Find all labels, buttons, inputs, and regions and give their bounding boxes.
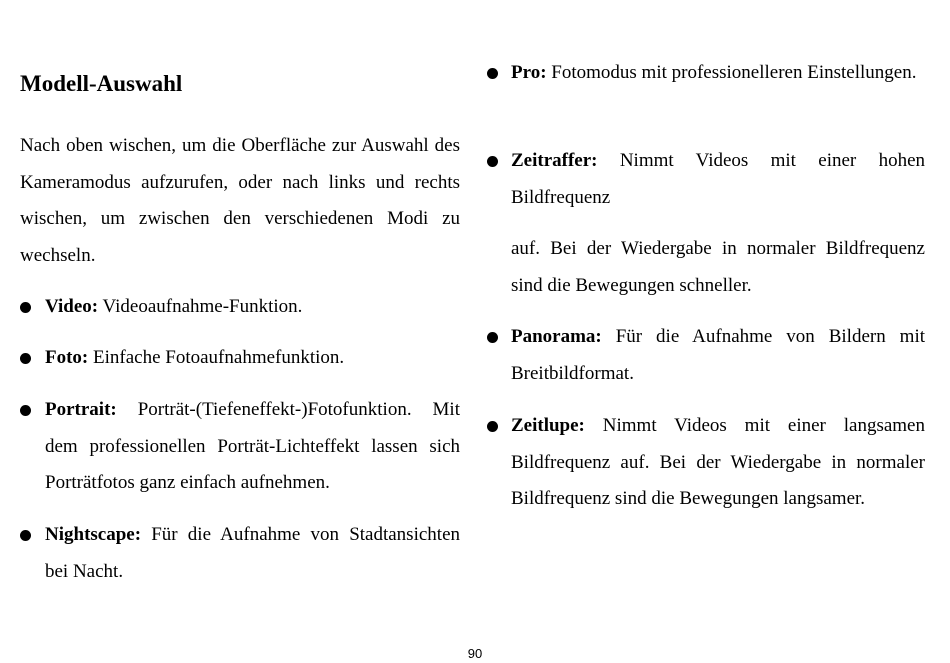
- item-text: Fotomodus mit professionelleren Einstellungen.: [546, 62, 917, 83]
- item-label: Video:: [45, 296, 99, 317]
- item-label: Portrait:: [45, 399, 117, 420]
- list-item-body: [511, 143, 925, 216]
- list-item-foto: [20, 340, 460, 377]
- list-item-body: [511, 408, 925, 518]
- list-item-body: [45, 392, 460, 502]
- bullet-icon: [487, 55, 501, 79]
- bullet-icon: [487, 143, 501, 167]
- list-item-video: [20, 289, 460, 326]
- list-item-nightscape: [20, 517, 460, 590]
- list-item-portrait: [20, 392, 460, 502]
- item-text: Für die Aufnahme von Bildern mit Breitbildformat.: [511, 326, 925, 384]
- item-label: Panorama:: [511, 326, 602, 347]
- section-heading: Modell-Auswahl: [20, 71, 183, 96]
- list-item-zeitraffer: [487, 143, 925, 216]
- item-label: Zeitlupe:: [511, 415, 585, 436]
- page-number: 90: [467, 646, 483, 661]
- item-text: Nimmt Videos mit einer langsamen Bildfrequenz auf. Bei der Wiedergabe in normaler Bildfrequenz sind die Bewegungen langsamer.: [511, 415, 925, 509]
- zeitraffer-continuation: auf. Bei der Wiedergabe in normaler Bildfrequenz sind die Bewegungen schneller.: [511, 238, 925, 296]
- item-text: Porträt-(Tiefeneffekt-)Fotofunktion. Mit dem professionellen Porträt-Lichteffekt lassen sich Porträtfotos ganz einfach aufnehmen.: [45, 399, 460, 493]
- list-item-body: [45, 289, 460, 326]
- list-item-body: [511, 319, 925, 392]
- item-label: Zeitraffer:: [511, 150, 598, 171]
- item-text: Videoaufnahme-Funktion.: [98, 296, 303, 317]
- bullet-icon: [487, 408, 501, 432]
- item-text: Für die Aufnahme von Stadtansichten bei Nacht.: [45, 524, 460, 582]
- bullet-icon: [20, 289, 34, 313]
- intro-paragraph: Nach oben wischen, um die Oberfläche zur Auswahl des Kameramodus aufzurufen, oder nach links und rechts wischen, um zwischen den verschiedenen Modi zu wechseln.: [20, 135, 460, 266]
- item-text: Einfache Fotoaufnahmefunktion.: [88, 347, 345, 368]
- bullet-icon: [20, 392, 34, 416]
- list-item-body: [511, 55, 925, 92]
- list-item-zeitlupe: [487, 408, 925, 518]
- bullet-icon: [20, 517, 34, 541]
- bullet-icon: [487, 319, 501, 343]
- item-label: Pro:: [511, 62, 547, 83]
- list-item-body: [45, 517, 460, 590]
- item-label: Foto:: [45, 347, 89, 368]
- list-item-pro: [487, 55, 925, 92]
- list-item-body: [45, 340, 460, 377]
- item-label: Nightscape:: [45, 524, 142, 545]
- bullet-icon: [20, 340, 34, 364]
- item-text: Nimmt Videos mit einer hohen Bildfrequenz: [511, 150, 925, 208]
- list-item-panorama: [487, 319, 925, 392]
